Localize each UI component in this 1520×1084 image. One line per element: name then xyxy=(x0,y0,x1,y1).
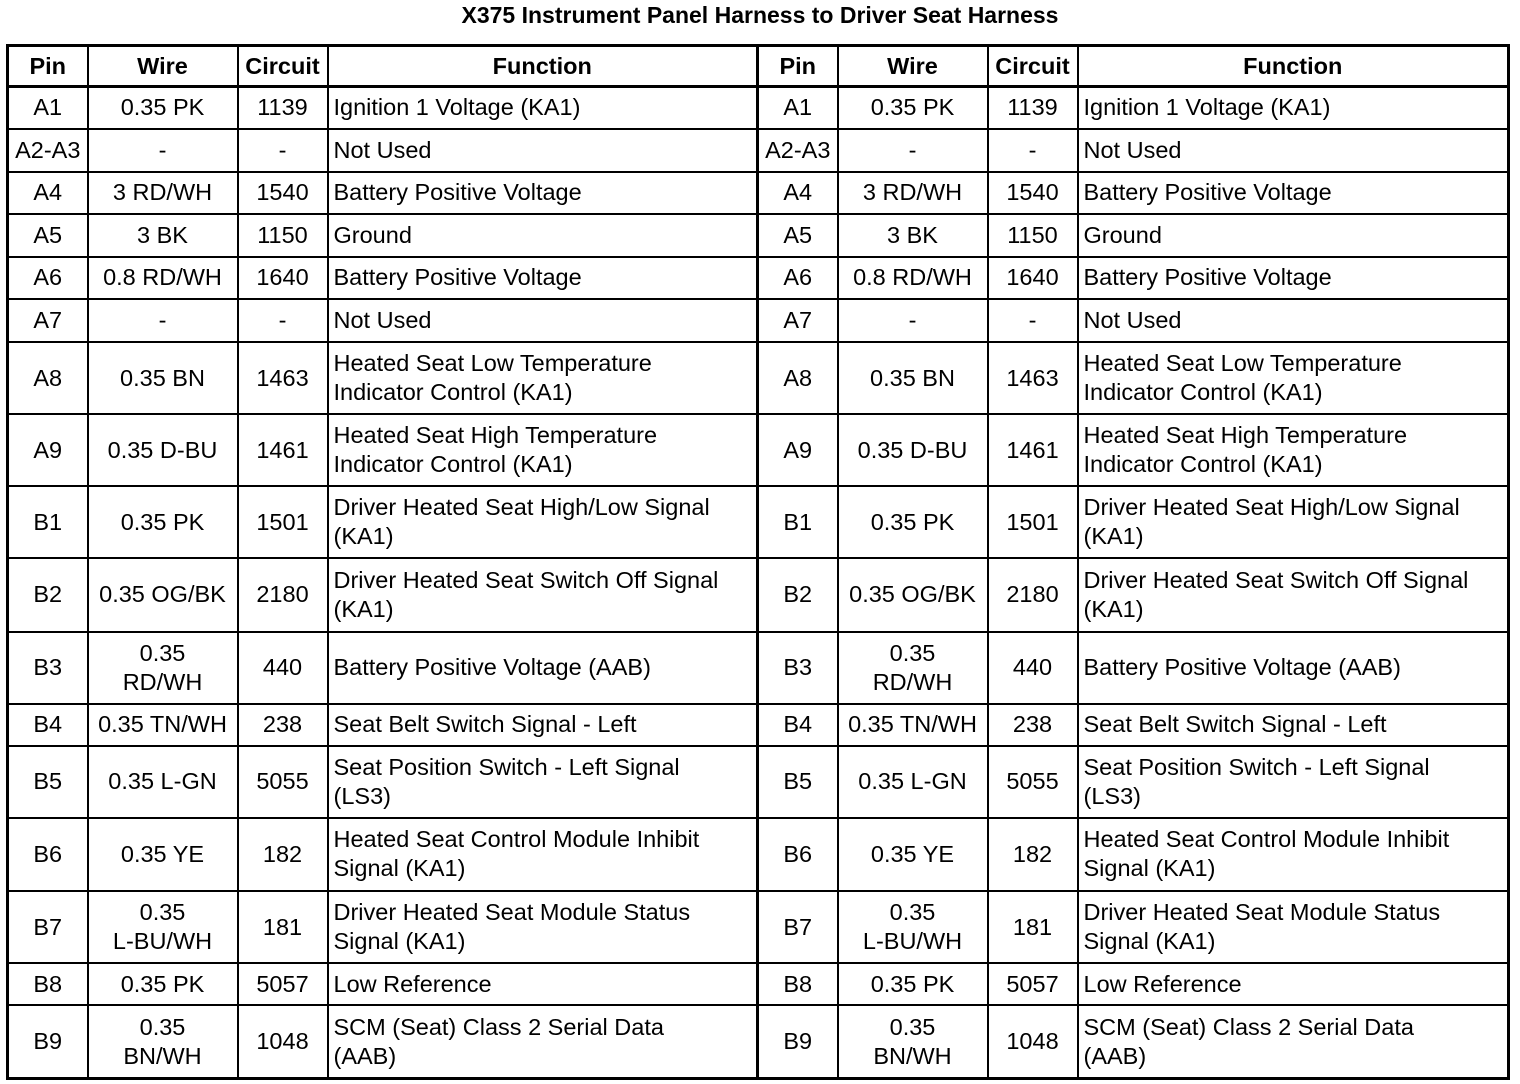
wire-cell: 0.35 PK xyxy=(88,963,238,1005)
pin-cell: A4 xyxy=(8,172,88,214)
wire-cell: 0.8 RD/WH xyxy=(88,257,238,299)
function-cell: Not Used xyxy=(328,299,758,342)
function-cell: Ignition 1 Voltage (KA1) xyxy=(328,87,758,129)
function-cell: Battery Positive Voltage (AAB) xyxy=(328,632,758,704)
circuit-cell: 1463 xyxy=(238,342,328,414)
wire-cell: 0.35 PK xyxy=(838,963,988,1005)
header-circuit: Circuit xyxy=(988,46,1078,87)
wire-cell: 0.8 RD/WH xyxy=(838,257,988,299)
pin-cell: B2 xyxy=(8,558,88,631)
pin-cell: B9 xyxy=(8,1005,88,1078)
function-cell: Ignition 1 Voltage (KA1) xyxy=(1078,87,1509,129)
circuit-cell: 5055 xyxy=(988,746,1078,818)
pin-cell: B7 xyxy=(8,891,88,963)
table-row xyxy=(8,818,1509,891)
page-title: X375 Instrument Panel Harness to Driver Seat Harness xyxy=(461,2,1059,28)
wire-cell: 0.35 OG/BK xyxy=(88,558,238,631)
wire-cell: 3 BK xyxy=(88,214,238,257)
circuit-cell: 1048 xyxy=(988,1005,1078,1078)
circuit-cell: 1640 xyxy=(238,257,328,299)
wire-cell: 0.35 PK xyxy=(88,486,238,558)
pin-cell: B1 xyxy=(758,486,838,558)
function-cell: Driver Heated Seat Switch Off Signal (KA1) xyxy=(328,558,758,631)
function-cell: Battery Positive Voltage xyxy=(1078,172,1509,214)
wire-cell: 0.35 PK xyxy=(838,486,988,558)
circuit-cell: 1461 xyxy=(238,414,328,486)
pin-cell: B4 xyxy=(758,704,838,746)
function-cell: Heated Seat High Temperature Indicator Control (KA1) xyxy=(1078,414,1509,486)
pin-cell: B5 xyxy=(8,746,88,818)
function-cell: Battery Positive Voltage xyxy=(328,257,758,299)
wire-cell: 0.35 BN xyxy=(838,342,988,414)
function-cell: Seat Position Switch - Left Signal (LS3) xyxy=(1078,746,1509,818)
pin-cell: A7 xyxy=(8,299,88,342)
wire-cell: 0.35 BN/WH xyxy=(88,1005,238,1078)
pin-cell: A1 xyxy=(758,87,838,129)
function-cell: Battery Positive Voltage xyxy=(328,172,758,214)
function-cell: Low Reference xyxy=(328,963,758,1005)
table-row xyxy=(8,257,1509,299)
pin-cell: B7 xyxy=(758,891,838,963)
function-cell: SCM (Seat) Class 2 Serial Data (AAB) xyxy=(1078,1005,1509,1078)
function-cell: SCM (Seat) Class 2 Serial Data (AAB) xyxy=(328,1005,758,1078)
circuit-cell: 1501 xyxy=(988,486,1078,558)
circuit-cell: 2180 xyxy=(988,558,1078,631)
wire-cell: 0.35 L-GN xyxy=(88,746,238,818)
function-cell: Driver Heated Seat Switch Off Signal (KA1) xyxy=(1078,558,1509,631)
header-wire: Wire xyxy=(838,46,988,87)
circuit-cell: 1150 xyxy=(238,214,328,257)
wire-cell: 0.35 TN/WH xyxy=(838,704,988,746)
function-cell: Not Used xyxy=(1078,299,1509,342)
table-row xyxy=(8,299,1509,342)
header-function: Function xyxy=(328,46,758,87)
circuit-cell: 1048 xyxy=(238,1005,328,1078)
pin-cell: A7 xyxy=(758,299,838,342)
table-row xyxy=(8,87,1509,129)
table-row xyxy=(8,486,1509,558)
function-cell: Driver Heated Seat Module Status Signal (KA1) xyxy=(1078,891,1509,963)
function-cell: Ground xyxy=(1078,214,1509,257)
pin-cell: B6 xyxy=(8,818,88,891)
pin-cell: B3 xyxy=(8,632,88,704)
circuit-cell: 5057 xyxy=(238,963,328,1005)
table-row xyxy=(8,558,1509,631)
function-cell: Not Used xyxy=(1078,129,1509,172)
pin-cell: A6 xyxy=(758,257,838,299)
table-body xyxy=(8,87,1509,1079)
circuit-cell: 1461 xyxy=(988,414,1078,486)
circuit-cell: 1463 xyxy=(988,342,1078,414)
pin-cell: A5 xyxy=(758,214,838,257)
wire-cell: - xyxy=(88,299,238,342)
function-cell: Low Reference xyxy=(1078,963,1509,1005)
function-cell: Seat Position Switch - Left Signal (LS3) xyxy=(328,746,758,818)
pin-cell: A6 xyxy=(8,257,88,299)
wire-cell: 0.35 RD/WH xyxy=(88,632,238,704)
table-row xyxy=(8,704,1509,746)
circuit-cell: 181 xyxy=(238,891,328,963)
wire-cell: 0.35 L-BU/WH xyxy=(88,891,238,963)
wire-cell: 3 RD/WH xyxy=(838,172,988,214)
circuit-cell: 1501 xyxy=(238,486,328,558)
wire-cell: - xyxy=(88,129,238,172)
table-row xyxy=(8,342,1509,414)
circuit-cell: 181 xyxy=(988,891,1078,963)
function-cell: Heated Seat Low Temperature Indicator Control (KA1) xyxy=(328,342,758,414)
function-cell: Heated Seat Low Temperature Indicator Control (KA1) xyxy=(1078,342,1509,414)
function-cell: Seat Belt Switch Signal - Left xyxy=(328,704,758,746)
table-row xyxy=(8,891,1509,963)
wire-cell: 0.35 D-BU xyxy=(88,414,238,486)
pin-cell: B6 xyxy=(758,818,838,891)
function-cell: Driver Heated Seat High/Low Signal (KA1) xyxy=(328,486,758,558)
pin-cell: A8 xyxy=(758,342,838,414)
pin-cell: B9 xyxy=(758,1005,838,1078)
function-cell: Heated Seat Control Module Inhibit Signal (KA1) xyxy=(1078,818,1509,891)
table-row xyxy=(8,172,1509,214)
wire-cell: 0.35 BN xyxy=(88,342,238,414)
wire-cell: 0.35 TN/WH xyxy=(88,704,238,746)
pin-cell: A8 xyxy=(8,342,88,414)
circuit-cell: 1139 xyxy=(238,87,328,129)
circuit-cell: - xyxy=(238,129,328,172)
wire-cell: 3 RD/WH xyxy=(88,172,238,214)
header-wire: Wire xyxy=(88,46,238,87)
circuit-cell: 1640 xyxy=(988,257,1078,299)
table-row xyxy=(8,632,1509,704)
table-row xyxy=(8,963,1509,1005)
circuit-cell: 1150 xyxy=(988,214,1078,257)
wire-cell: 0.35 YE xyxy=(838,818,988,891)
wire-cell: 0.35 BN/WH xyxy=(838,1005,988,1078)
pinout-table xyxy=(6,44,1510,1080)
circuit-cell: 238 xyxy=(238,704,328,746)
pin-cell: A2-A3 xyxy=(758,129,838,172)
pin-cell: B4 xyxy=(8,704,88,746)
wire-cell: - xyxy=(838,299,988,342)
circuit-cell: 238 xyxy=(988,704,1078,746)
pin-cell: B5 xyxy=(758,746,838,818)
pin-cell: A5 xyxy=(8,214,88,257)
table-row xyxy=(8,214,1509,257)
table-row xyxy=(8,1005,1509,1078)
wire-cell: 3 BK xyxy=(838,214,988,257)
header-circuit: Circuit xyxy=(238,46,328,87)
wire-cell: 0.35 RD/WH xyxy=(838,632,988,704)
circuit-cell: 182 xyxy=(238,818,328,891)
wire-cell: 0.35 L-BU/WH xyxy=(838,891,988,963)
circuit-cell: 182 xyxy=(988,818,1078,891)
table-row xyxy=(8,746,1509,818)
circuit-cell: 440 xyxy=(238,632,328,704)
table-row xyxy=(8,414,1509,486)
pin-cell: A9 xyxy=(8,414,88,486)
circuit-cell: - xyxy=(988,299,1078,342)
circuit-cell: 1540 xyxy=(238,172,328,214)
function-cell: Battery Positive Voltage (AAB) xyxy=(1078,632,1509,704)
pin-cell: A2-A3 xyxy=(8,129,88,172)
wire-cell: - xyxy=(838,129,988,172)
pin-cell: B2 xyxy=(758,558,838,631)
wire-cell: 0.35 YE xyxy=(88,818,238,891)
table-row xyxy=(8,129,1509,172)
function-cell: Driver Heated Seat Module Status Signal (KA1) xyxy=(328,891,758,963)
function-cell: Driver Heated Seat High/Low Signal (KA1) xyxy=(1078,486,1509,558)
wire-cell: 0.35 OG/BK xyxy=(838,558,988,631)
pin-cell: B8 xyxy=(8,963,88,1005)
circuit-cell: 5055 xyxy=(238,746,328,818)
circuit-cell: 5057 xyxy=(988,963,1078,1005)
function-cell: Battery Positive Voltage xyxy=(1078,257,1509,299)
function-cell: Not Used xyxy=(328,129,758,172)
function-cell: Heated Seat High Temperature Indicator Control (KA1) xyxy=(328,414,758,486)
wire-cell: 0.35 L-GN xyxy=(838,746,988,818)
circuit-cell: - xyxy=(238,299,328,342)
circuit-cell: 2180 xyxy=(238,558,328,631)
pin-cell: B8 xyxy=(758,963,838,1005)
function-cell: Heated Seat Control Module Inhibit Signal (KA1) xyxy=(328,818,758,891)
header-pin: Pin xyxy=(758,46,838,87)
pin-cell: A1 xyxy=(8,87,88,129)
wire-cell: 0.35 PK xyxy=(838,87,988,129)
wire-cell: 0.35 PK xyxy=(88,87,238,129)
circuit-cell: 1540 xyxy=(988,172,1078,214)
wire-cell: 0.35 D-BU xyxy=(838,414,988,486)
pin-cell: A4 xyxy=(758,172,838,214)
circuit-cell: - xyxy=(988,129,1078,172)
circuit-cell: 440 xyxy=(988,632,1078,704)
header-pin: Pin xyxy=(8,46,88,87)
header-function: Function xyxy=(1078,46,1509,87)
pin-cell: B1 xyxy=(8,486,88,558)
circuit-cell: 1139 xyxy=(988,87,1078,129)
function-cell: Ground xyxy=(328,214,758,257)
pin-cell: A9 xyxy=(758,414,838,486)
function-cell: Seat Belt Switch Signal - Left xyxy=(1078,704,1509,746)
header-row xyxy=(8,46,1509,87)
pin-cell: B3 xyxy=(758,632,838,704)
